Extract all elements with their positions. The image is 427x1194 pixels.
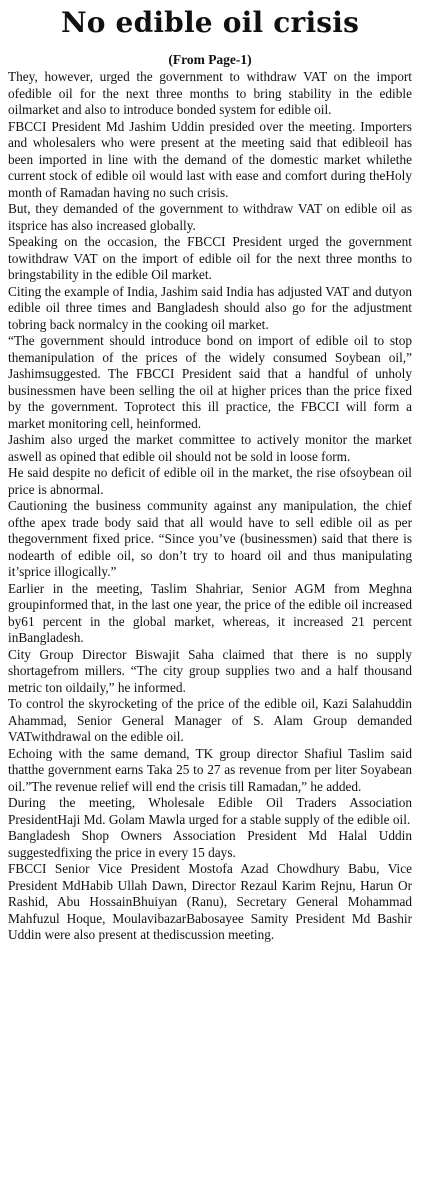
article-paragraph: To control the skyrocketing of the price of the edible oil, Kazi Salahuddin Ahammad, Senior General Manager of S. Alam Group demanded VATwithdrawal on the edible oil.: [8, 696, 412, 744]
article-paragraph: Bangladesh Shop Owners Association President Md Halal Uddin suggestedfixing the price in every 15 days.: [8, 828, 412, 860]
article-paragraph: Echoing with the same demand, TK group director Shafiul Taslim said thatthe government earns Taka 25 to 27 as revenue from per liter Soyabean oil.”The revenue relief will end the crisis till Ramadan,” he added.: [8, 745, 412, 794]
article-paragraph: FBCCI President Md Jashim Uddin presided over the meeting. Importers and wholesalers who were present at the meeting said that edibleoil has been imported in line with the demand of the domestic market whilethe current stock of edible oil would last with ease and comfort during theHoly month of Ramadan having no such crisis.: [8, 118, 412, 200]
article-paragraph: They, however, urged the government to withdraw VAT on the import ofedible oil for the next three months to bring stability in the edible oilmarket and also to introduce bonded system for edible oil.: [8, 69, 412, 117]
article-paragraph: Cautioning the business community against any manipulation, the chief ofthe apex trade body said that all would have to sell edible oil as per thegovernment fixed price. “Since you’ve (businessmen) said that there is nodearth of edible oil, so don’t try to hoard oil and thus manipulating it’sprice illogically.”: [8, 498, 412, 579]
article-paragraph: “The government should introduce bond on import of edible oil to stop themanipulation of the prices of the widely consumed Soybean oil,” Jashimsuggested. The FBCCI President said that a handful of unholy businessmen have been selling the oil at higher prices than the price fixed by the government. Toprotect this ill practice, the FBCCI will form a market monitoring cell, heinformed.: [8, 333, 412, 431]
article-paragraph: City Group Director Biswajit Saha claimed that there is no supply shortagefrom millers. “The city group supplies two and a half thousand metric ton oildaily,” he informed.: [8, 646, 412, 695]
continued-from-label: (From Page-1): [168, 52, 252, 67]
article-body: [8, 69, 412, 944]
article-paragraph: Citing the example of India, Jashim said India has adjusted VAT and dutyon edible oil three times and Bangladesh should also go for the adjustment tobring back normalcy in the cooking oil market.: [8, 283, 412, 332]
news-article: [8, 6, 412, 944]
article-paragraph: Earlier in the meeting, Taslim Shahriar, Senior AGM from Meghna groupinformed that, in the last one year, the price of the edible oil increased by61 percent in the global market, whereas, it increased 21 percent inBangladesh.: [8, 580, 412, 645]
article-paragraph: But, they demanded of the government to withdraw VAT on edible oil as itsprice has also increased globally.: [8, 201, 412, 233]
article-paragraph: During the meeting, Wholesale Edible Oil Traders Association PresidentHaji Md. Golam Mawla urged for a stable supply of the edible oil.: [8, 795, 412, 827]
article-paragraph: Jashim also urged the market committee to actively monitor the market aswell as opined that edible oil should not be sold in loose form.: [8, 432, 412, 464]
article-paragraph: He said despite no deficit of edible oil in the market, the rise ofsoybean oil price is abnormal.: [8, 465, 412, 497]
article-headline: No edible oil crisis: [60, 6, 360, 39]
article-paragraph: FBCCI Senior Vice President Mostofa Azad Chowdhury Babu, Vice President MdHabib Ullah Dawn, Director Rezaul Karim Rejnu, Harun Or Rashid, Abu HossainBhuiyan (Ranu), Secretary General Mohammad Mahfuzul Hoque, MoulavibazarBabosayee Samity President Md Bashir Uddin were also present at thediscussion meeting.: [8, 861, 412, 942]
article-paragraph: Speaking on the occasion, the FBCCI President urged the government towithdraw VAT on the import of edible oil for the next three months to bringstability in the edible Oil market.: [8, 234, 412, 282]
